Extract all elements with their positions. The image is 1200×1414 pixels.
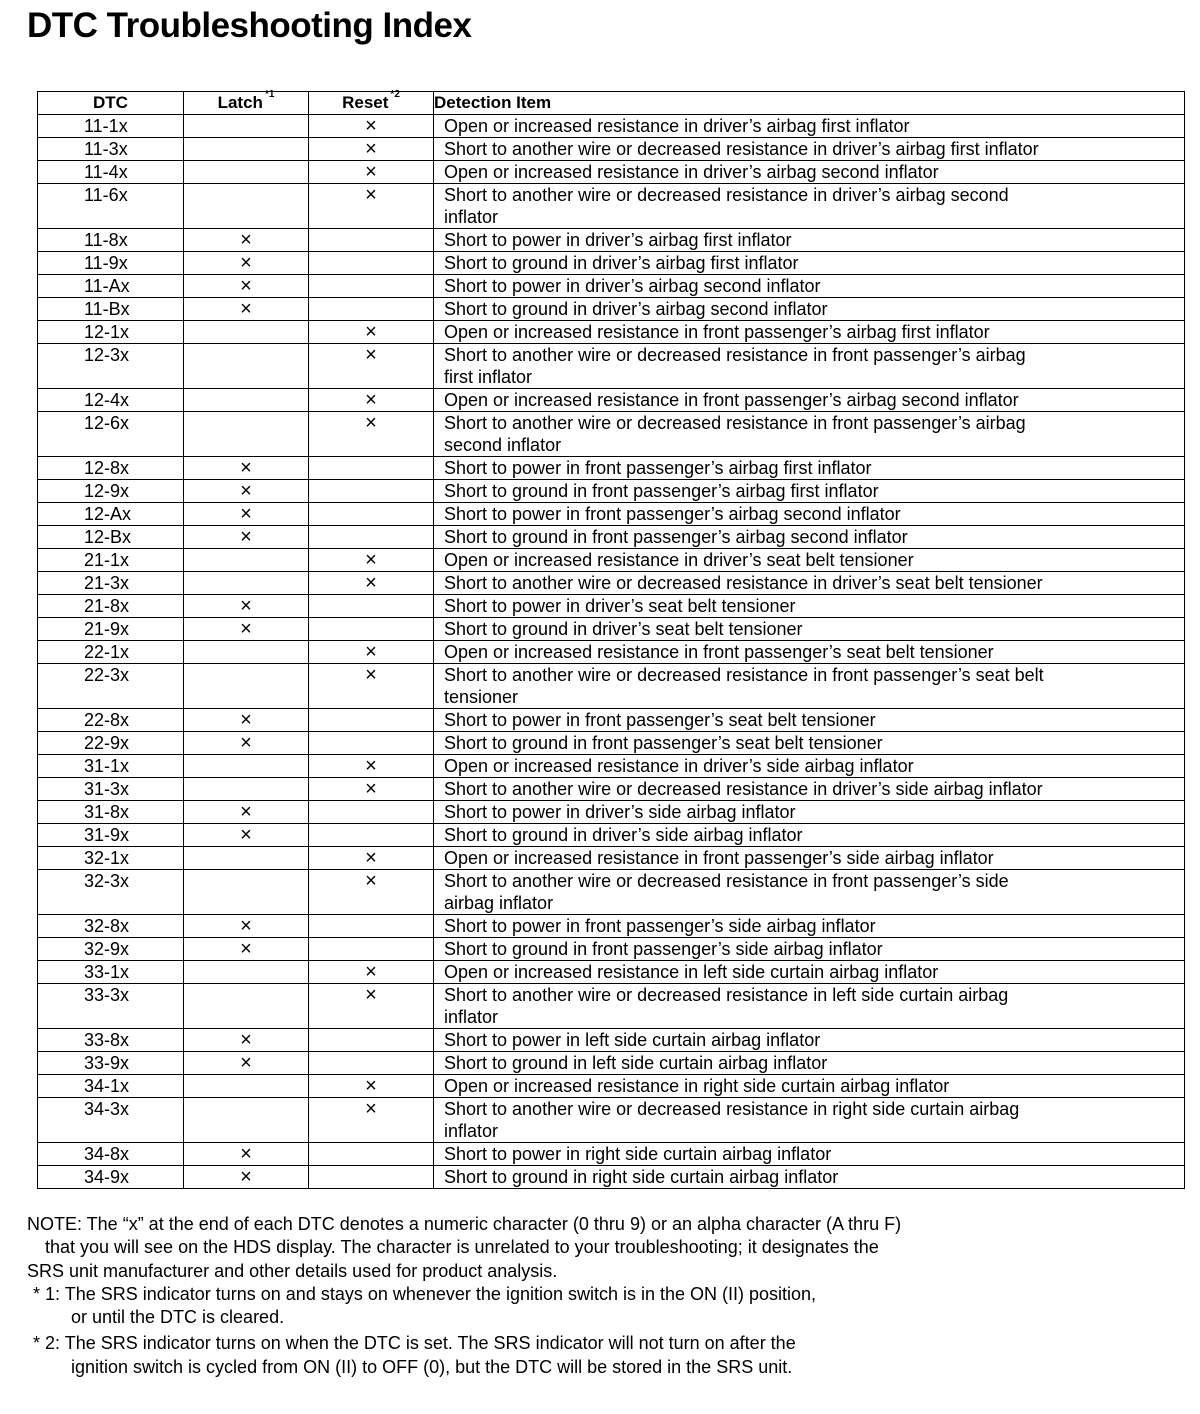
x-mark-icon: × — [240, 732, 252, 754]
dtc-code: 11-6x — [38, 184, 184, 229]
x-mark-icon: × — [365, 572, 377, 594]
latch-cell — [184, 938, 309, 961]
dtc-code: 12-4x — [38, 389, 184, 412]
x-mark-icon: × — [365, 984, 377, 1006]
x-mark-icon: × — [365, 1098, 377, 1120]
dtc-code: 22-9x — [38, 732, 184, 755]
x-mark-icon: × — [365, 412, 377, 434]
detection-item: Short to power in driver’s airbag first inflator — [434, 229, 1185, 252]
reset-cell — [309, 755, 434, 778]
table-row — [38, 1098, 1185, 1143]
latch-cell — [184, 801, 309, 824]
reset-cell — [309, 870, 434, 915]
dtc-code: 34-9x — [38, 1166, 184, 1189]
x-mark-icon: × — [240, 1052, 252, 1074]
latch-cell — [184, 915, 309, 938]
dtc-code: 11-Ax — [38, 275, 184, 298]
reset-cell — [309, 526, 434, 549]
footnote-2: * 2: The SRS indicator turns on when the DTC is set. The SRS indicator will not turn on after the — [33, 1333, 796, 1354]
table-row — [38, 984, 1185, 1029]
detection-item: Open or increased resistance in front passenger’s seat belt tensioner — [434, 641, 1185, 664]
detection-item: Open or increased resistance in driver’s seat belt tensioner — [434, 549, 1185, 572]
footnote-1-cont: or until the DTC is cleared. — [71, 1307, 285, 1328]
detection-item: Short to another wire or decreased resistance in driver’s airbag second inflator — [434, 184, 1185, 229]
x-mark-icon: × — [365, 641, 377, 663]
reset-cell — [309, 138, 434, 161]
x-mark-icon: × — [240, 618, 252, 640]
page-content — [27, 91, 1187, 1379]
reset-cell — [309, 344, 434, 389]
detection-item: Short to power in left side curtain airbag inflator — [434, 1029, 1185, 1052]
footnote-2-cont: ignition switch is cycled from ON (II) to OFF (0), but the DTC will be stored in the SRS unit. — [71, 1356, 793, 1377]
latch-cell — [184, 115, 309, 138]
latch-cell — [184, 641, 309, 664]
latch-cell — [184, 732, 309, 755]
reset-cell — [309, 915, 434, 938]
x-mark-icon: × — [240, 252, 252, 274]
table-row — [38, 229, 1185, 252]
x-mark-icon: × — [240, 938, 252, 960]
table-body — [38, 115, 1185, 1189]
detection-item: Open or increased resistance in driver’s airbag first inflator — [434, 115, 1185, 138]
detection-item: Open or increased resistance in left side curtain airbag inflator — [434, 961, 1185, 984]
latch-cell — [184, 1098, 309, 1143]
dtc-code: 21-3x — [38, 572, 184, 595]
x-mark-icon: × — [240, 824, 252, 846]
latch-cell — [184, 709, 309, 732]
reset-cell — [309, 549, 434, 572]
reset-cell — [309, 847, 434, 870]
table-row — [38, 938, 1185, 961]
detection-item: Short to power in front passenger’s airbag first inflator — [434, 457, 1185, 480]
dtc-code: 22-1x — [38, 641, 184, 664]
table-row — [38, 1075, 1185, 1098]
table-row — [38, 847, 1185, 870]
latch-cell — [184, 549, 309, 572]
reset-cell — [309, 115, 434, 138]
dtc-code: 31-8x — [38, 801, 184, 824]
dtc-code: 34-8x — [38, 1143, 184, 1166]
reset-cell — [309, 412, 434, 457]
table-row — [38, 503, 1185, 526]
dtc-code: 31-9x — [38, 824, 184, 847]
latch-cell — [184, 526, 309, 549]
table-row — [38, 480, 1185, 503]
x-mark-icon: × — [365, 344, 377, 366]
header-dtc-label: DTC — [93, 93, 128, 112]
detection-item: Short to power in front passenger’s seat belt tensioner — [434, 709, 1185, 732]
x-mark-icon: × — [240, 526, 252, 548]
dtc-code: 32-9x — [38, 938, 184, 961]
reset-cell — [309, 1075, 434, 1098]
latch-cell — [184, 457, 309, 480]
latch-cell — [184, 755, 309, 778]
latch-cell — [184, 870, 309, 915]
x-mark-icon: × — [365, 755, 377, 777]
detection-item: Open or increased resistance in front passenger’s side airbag inflator — [434, 847, 1185, 870]
dtc-code: 34-1x — [38, 1075, 184, 1098]
x-mark-icon: × — [365, 664, 377, 686]
reset-cell — [309, 664, 434, 709]
dtc-code: 33-1x — [38, 961, 184, 984]
note-text: that you will see on the HDS display. The character is unrelated to your troubleshooting; it designates the — [45, 1237, 879, 1258]
table-row — [38, 321, 1185, 344]
latch-cell — [184, 298, 309, 321]
detection-item: Short to ground in front passenger’s seat belt tensioner — [434, 732, 1185, 755]
latch-cell — [184, 1166, 309, 1189]
dtc-code: 31-1x — [38, 755, 184, 778]
reset-cell — [309, 572, 434, 595]
latch-cell — [184, 1075, 309, 1098]
detection-item: Open or increased resistance in right side curtain airbag inflator — [434, 1075, 1185, 1098]
latch-footnote-ref: *1 — [264, 89, 275, 100]
reset-cell — [309, 229, 434, 252]
reset-cell — [309, 938, 434, 961]
dtc-code: 11-1x — [38, 115, 184, 138]
x-mark-icon: × — [240, 595, 252, 617]
x-mark-icon: × — [240, 480, 252, 502]
dtc-code: 34-3x — [38, 1098, 184, 1143]
table-header-row — [38, 92, 1185, 115]
reset-cell — [309, 732, 434, 755]
reset-cell — [309, 1143, 434, 1166]
header-dtc — [38, 92, 184, 115]
table-row — [38, 824, 1185, 847]
latch-cell — [184, 252, 309, 275]
latch-cell — [184, 572, 309, 595]
reset-cell — [309, 1052, 434, 1075]
reset-cell — [309, 595, 434, 618]
dtc-code: 11-Bx — [38, 298, 184, 321]
x-mark-icon: × — [365, 161, 377, 183]
x-mark-icon: × — [240, 801, 252, 823]
detection-item: Short to power in front passenger’s side airbag inflator — [434, 915, 1185, 938]
reset-cell — [309, 298, 434, 321]
x-mark-icon: × — [365, 778, 377, 800]
dtc-code: 11-3x — [38, 138, 184, 161]
detection-item: Short to ground in driver’s side airbag inflator — [434, 824, 1185, 847]
table-row — [38, 618, 1185, 641]
detection-item: Short to another wire or decreased resistance in front passenger’s side airbag inflator — [434, 870, 1185, 915]
dtc-code: 32-1x — [38, 847, 184, 870]
detection-item: Open or increased resistance in front passenger’s airbag second inflator — [434, 389, 1185, 412]
detection-item: Short to ground in left side curtain airbag inflator — [434, 1052, 1185, 1075]
x-mark-icon: × — [365, 1075, 377, 1097]
x-mark-icon: × — [365, 961, 377, 983]
reset-cell — [309, 618, 434, 641]
detection-item: Open or increased resistance in driver’s side airbag inflator — [434, 755, 1185, 778]
table-row — [38, 389, 1185, 412]
detection-item: Short to ground in driver’s airbag first inflator — [434, 252, 1185, 275]
x-mark-icon: × — [240, 709, 252, 731]
dtc-code: 12-3x — [38, 344, 184, 389]
x-mark-icon: × — [365, 321, 377, 343]
dtc-code: 11-8x — [38, 229, 184, 252]
table-row — [38, 870, 1185, 915]
dtc-index-table — [37, 91, 1185, 1189]
table-row — [38, 961, 1185, 984]
detection-item: Short to another wire or decreased resistance in driver’s seat belt tensioner — [434, 572, 1185, 595]
dtc-code: 33-8x — [38, 1029, 184, 1052]
table-row — [38, 412, 1185, 457]
latch-cell — [184, 275, 309, 298]
reset-cell — [309, 1029, 434, 1052]
table-row — [38, 344, 1185, 389]
latch-cell — [184, 184, 309, 229]
table-row — [38, 732, 1185, 755]
x-mark-icon: × — [240, 1166, 252, 1188]
table-row — [38, 184, 1185, 229]
reset-cell — [309, 480, 434, 503]
latch-cell — [184, 480, 309, 503]
table-row — [38, 801, 1185, 824]
dtc-code: 32-8x — [38, 915, 184, 938]
latch-cell — [184, 961, 309, 984]
latch-cell — [184, 984, 309, 1029]
latch-cell — [184, 1029, 309, 1052]
dtc-code: 12-8x — [38, 457, 184, 480]
note-text: NOTE: The “x” at the end of each DTC denotes a numeric character (0 thru 9) or an alpha character (A thru F) — [27, 1214, 902, 1234]
latch-cell — [184, 161, 309, 184]
reset-cell — [309, 503, 434, 526]
footnote-1: * 1: The SRS indicator turns on and stays on whenever the ignition switch is in the ON (II) position, — [33, 1283, 817, 1304]
x-mark-icon: × — [365, 184, 377, 206]
dtc-code: 22-3x — [38, 664, 184, 709]
table-row — [38, 275, 1185, 298]
table-row — [38, 755, 1185, 778]
table-row — [38, 1166, 1185, 1189]
dtc-code: 33-9x — [38, 1052, 184, 1075]
x-mark-icon: × — [240, 1029, 252, 1051]
reset-cell — [309, 801, 434, 824]
latch-cell — [184, 1052, 309, 1075]
x-mark-icon: × — [240, 298, 252, 320]
reset-cell — [309, 252, 434, 275]
page-title: DTC Troubleshooting Index — [27, 6, 472, 45]
reset-cell — [309, 778, 434, 801]
latch-cell — [184, 664, 309, 709]
detection-item: Short to power in right side curtain airbag inflator — [434, 1143, 1185, 1166]
table-row — [38, 664, 1185, 709]
table-row — [38, 526, 1185, 549]
latch-cell — [184, 778, 309, 801]
header-detection-item — [434, 92, 1185, 115]
dtc-code: 32-3x — [38, 870, 184, 915]
x-mark-icon: × — [365, 847, 377, 869]
reset-cell — [309, 275, 434, 298]
detection-item: Short to power in driver’s seat belt tensioner — [434, 595, 1185, 618]
reset-cell — [309, 389, 434, 412]
detection-item: Short to ground in front passenger’s airbag first inflator — [434, 480, 1185, 503]
latch-cell — [184, 321, 309, 344]
latch-cell — [184, 344, 309, 389]
note-text: SRS unit manufacturer and other details used for product analysis. — [27, 1260, 558, 1281]
dtc-code: 12-Ax — [38, 503, 184, 526]
notes-section — [27, 1213, 1187, 1379]
detection-item: Short to ground in driver’s seat belt tensioner — [434, 618, 1185, 641]
table-row — [38, 457, 1185, 480]
header-latch — [184, 89, 309, 115]
table-row — [38, 549, 1185, 572]
table-row — [38, 572, 1185, 595]
detection-item: Short to power in front passenger’s airbag second inflator — [434, 503, 1185, 526]
latch-cell — [184, 595, 309, 618]
dtc-code: 12-1x — [38, 321, 184, 344]
dtc-code: 21-9x — [38, 618, 184, 641]
table-row — [38, 1029, 1185, 1052]
dtc-code: 12-6x — [38, 412, 184, 457]
detection-item: Short to ground in right side curtain airbag inflator — [434, 1166, 1185, 1189]
header-detection-item-label: Detection Item — [434, 93, 552, 112]
reset-footnote-ref: *2 — [390, 89, 400, 100]
table-row — [38, 252, 1185, 275]
x-mark-icon: × — [365, 115, 377, 137]
latch-cell — [184, 847, 309, 870]
dtc-code: 22-8x — [38, 709, 184, 732]
latch-cell — [184, 618, 309, 641]
table-row — [38, 778, 1185, 801]
table-row — [38, 1052, 1185, 1075]
x-mark-icon: × — [365, 549, 377, 571]
x-mark-icon: × — [365, 138, 377, 160]
header-reset — [309, 89, 434, 115]
x-mark-icon: × — [240, 275, 252, 297]
reset-cell — [309, 184, 434, 229]
table-row — [38, 298, 1185, 321]
table-row — [38, 595, 1185, 618]
table-row — [38, 138, 1185, 161]
detection-item: Short to another wire or decreased resistance in driver’s side airbag inflator — [434, 778, 1185, 801]
x-mark-icon: × — [365, 870, 377, 892]
detection-item: Short to another wire or decreased resistance in driver’s airbag first inflator — [434, 138, 1185, 161]
reset-cell — [309, 457, 434, 480]
reset-cell — [309, 1098, 434, 1143]
latch-cell — [184, 824, 309, 847]
dtc-code: 31-3x — [38, 778, 184, 801]
reset-cell — [309, 984, 434, 1029]
detection-item: Short to another wire or decreased resistance in left side curtain airbag inflator — [434, 984, 1185, 1029]
header-reset-label: Reset — [342, 93, 389, 112]
detection-item: Short to another wire or decreased resistance in front passenger’s airbag second inflator — [434, 412, 1185, 457]
table-row — [38, 641, 1185, 664]
detection-item: Short to another wire or decreased resistance in right side curtain airbag inflator — [434, 1098, 1185, 1143]
latch-cell — [184, 229, 309, 252]
detection-item: Short to power in driver’s airbag second inflator — [434, 275, 1185, 298]
table-row — [38, 1143, 1185, 1166]
reset-cell — [309, 641, 434, 664]
table-row — [38, 915, 1185, 938]
dtc-code: 11-9x — [38, 252, 184, 275]
x-mark-icon: × — [240, 1143, 252, 1165]
latch-cell — [184, 1143, 309, 1166]
latch-cell — [184, 389, 309, 412]
reset-cell — [309, 824, 434, 847]
latch-cell — [184, 503, 309, 526]
x-mark-icon: × — [365, 389, 377, 411]
dtc-code: 12-Bx — [38, 526, 184, 549]
latch-cell — [184, 138, 309, 161]
dtc-code: 11-4x — [38, 161, 184, 184]
reset-cell — [309, 709, 434, 732]
detection-item: Short to ground in front passenger’s side airbag inflator — [434, 938, 1185, 961]
table-row — [38, 161, 1185, 184]
detection-item: Short to power in driver’s side airbag inflator — [434, 801, 1185, 824]
detection-item: Open or increased resistance in driver’s airbag second inflator — [434, 161, 1185, 184]
detection-item: Short to another wire or decreased resistance in front passenger’s seat belt tensioner — [434, 664, 1185, 709]
reset-cell — [309, 321, 434, 344]
detection-item: Short to another wire or decreased resistance in front passenger’s airbag first inflator — [434, 344, 1185, 389]
x-mark-icon: × — [240, 229, 252, 251]
reset-cell — [309, 161, 434, 184]
table-row — [38, 709, 1185, 732]
dtc-code: 33-3x — [38, 984, 184, 1029]
table-row — [38, 115, 1185, 138]
dtc-code: 21-8x — [38, 595, 184, 618]
latch-cell — [184, 412, 309, 457]
dtc-code: 12-9x — [38, 480, 184, 503]
detection-item: Short to ground in front passenger’s airbag second inflator — [434, 526, 1185, 549]
reset-cell — [309, 1166, 434, 1189]
reset-cell — [309, 961, 434, 984]
x-mark-icon: × — [240, 915, 252, 937]
dtc-code: 21-1x — [38, 549, 184, 572]
detection-item: Open or increased resistance in front passenger’s airbag first inflator — [434, 321, 1185, 344]
header-latch-label: Latch — [217, 93, 263, 112]
x-mark-icon: × — [240, 457, 252, 479]
x-mark-icon: × — [240, 503, 252, 525]
detection-item: Short to ground in driver’s airbag second inflator — [434, 298, 1185, 321]
